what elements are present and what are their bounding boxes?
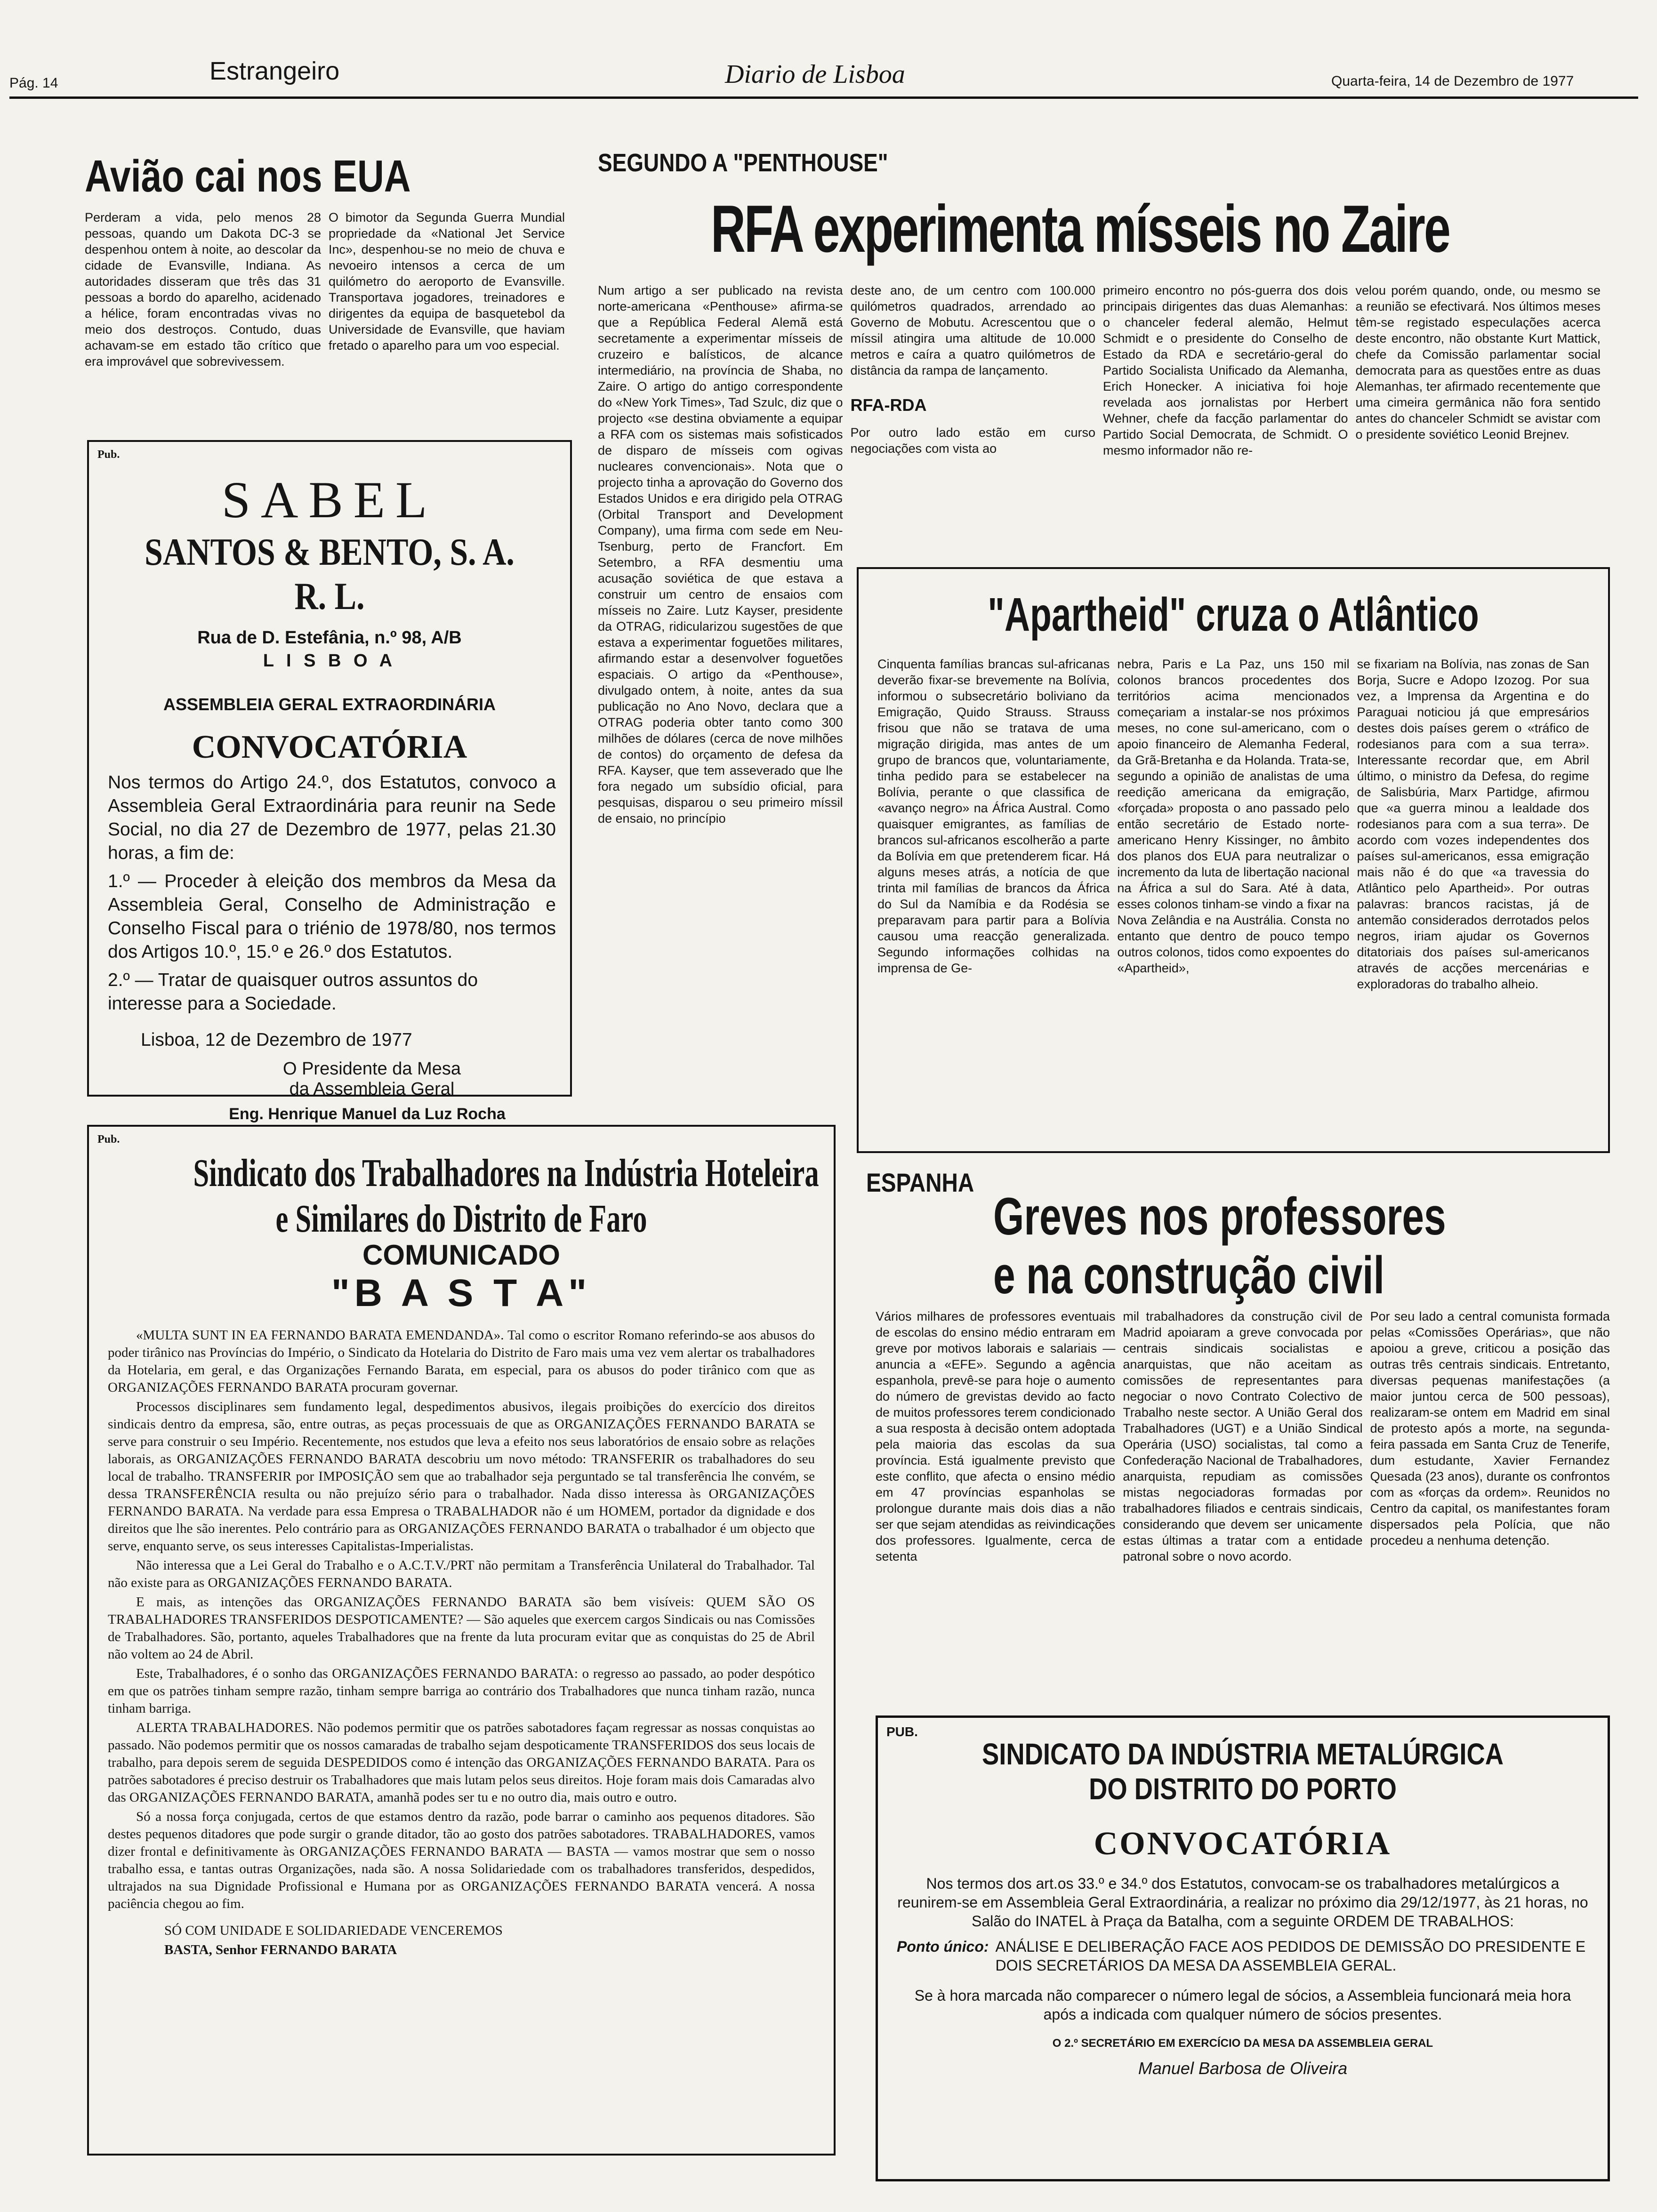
paragraph: «MULTA SUNT IN EA FERNANDO BARATA EMENDANDA». Tal como o escritor Romano referindo-se aos abusos do poder tirânico nas Províncias do Império, o Sindicato da Hotelaria do Distrito de Faro mais uma vez vem alertar os trabalhadores da Hotelaria, em geral, e das Organizações Fernando Barata, em especial, para os abusos do poder tirânico com que as ORGANIZAÇÕES FERNANDO BARATA procuram governar. [108, 1328, 815, 1395]
paragraph: Processos disciplinares sem fundamento legal, despedimentos abusivos, ilegais proibições do exercício dos direitos sindicais dentro da empresa, são, entre outras, as peças processuais de que as ORGANIZAÇÕES FERNANDO BARATA se serve para construir o seu Império. Recentemente, nos estudos que leva a efeito nos seus laboratórios de ensaio sobre as relações laborais, as ORGANIZAÇÕES FERNANDO BARATA descobriu um novo método: TRANSFERIR os trabalhadores do seu local de trabalho. TRANSFERIR por IMPOSIÇÃO sem que ao trabalhador seja perguntado se tal transferência lhe convém, se dessa TRANSFERÊNCIA resulta ou não prejuízo sério para o trabalhador. Nada disso interessa às ORGANIZAÇÕES FERNANDO BARATA. Na verdade para essa Empresa o TRABALHADOR não é um HOMEM, portador da dignidade e dos direitos que lhe são inerentes. Pelo contrário para as ORGANIZAÇÕES FERNANDO BARATA o trabalhador é um objecto que serve, enquanto serve, os seus interesses Capitalistas-Imperialistas. [108, 1399, 815, 1554]
closing-signature: BASTA, Senhor FERNANDO BARATA [164, 1942, 397, 1957]
sindicato-comunicado: COMUNICADO [362, 1239, 560, 1271]
apartheid-col-1: Cinquenta famílias brancas sul-africanas deverão fixar-se brevemente na Bolívia, informou o subsecretário boliviano da Emigração, Quido Strauss. Strauss frisou que não se tratava de uma migração dirigida, mas antes de um grupo de brancos que, voluntariamente, tinha pedido para se estabelecer na Bolívia, perante o que classifica de «avanço negro» na África Austral. Como quaisquer emigrantes, as famílias de brancos sul-africanos escolherão a parte da Bolívia em que pretenderem ficar. Há alguns meses atrás, a notícia de que trinta mil famílias de brancos da África do Sul da Namíbia e da Rodésia se preparavam para partir para a Bolívia causou uma reacção generalizada. Segundo informações colhidas na imprensa de Ge- [877, 657, 1110, 975]
metal-intro: Nos termos dos art.os 33.º e 34.º dos Estatutos, convocam-se os trabalhadores metalúrgicos a reunirem-se em Assembleia Geral Extraordinária, a realizar no próximo dia 29/12/1977, às 21 horas, no Salão do INATEL à Praça da Batalha, com a seguinte ORDEM DE TRABALHOS: [897, 1875, 1588, 1930]
section-title: Estrangeiro [209, 57, 340, 85]
rfa-col-4: velou porém quando, onde, ou mesmo se a reunião se efectivará. Nos últimos meses têm-se registado especulações acerca deste encontro, não obstante Kurt Mattick, chefe da Comissão parlamentar social democrata para as questões entre as duas Alemanhas, ter afirmado recentemente que uma cimeira germânica não fora sentido antes do chanceler Schmidt se avistar com o presidente soviético Leonid Brejnev. [1355, 283, 1601, 441]
sindicato-metalurgica-ad [876, 1715, 1610, 2181]
paragraph: Não interessa que a Lei Geral do Trabalho e o A.C.T.V./PRT não permitam a Transferência Unilateral do Trabalhador. Tal não existe para as ORGANIZAÇÕES FERNANDO BARATA. [108, 1558, 815, 1590]
sindicato-basta: "B A S T A" [331, 1272, 592, 1314]
espanha-col-3: Por seu lado a central comunista formada pelas «Comissões Operárias», que não apoiou a greve, criticou a posição das outras três centrais sindicais. Entretanto, diversas pequenas manifestações (a maior juntou cerca de 500 pessoas), realizaram-se ontem em Madrid em sinal de protesto após a morte, na segunda-feira passada em Santa Cruz de Tenerife, dum estudante, Xavier Fernandez Quesada (23 anos), durante os confrontos com as «forças da ordem». Reunidos no Centro da capital, os manifestantes foram dispersados pela Polícia, que não procedeu a nenhuma detenção. [1370, 1309, 1610, 1547]
metal-sign-role: O 2.º SECRETÁRIO EM EXERCÍCIO DA MESA DA ASSEMBLEIA GERAL [1052, 2037, 1433, 2050]
pub-label: Pub. [97, 1133, 120, 1146]
issue-date: Quarta-feira, 14 de Dezembro de 1977 [1331, 73, 1574, 89]
rfa-col-1: Num artigo a ser publicado na revista norte-americana «Penthouse» afirma-se que a República Federal Alemã está secretamente a experimentar mísseis de cruzeiro e balísticos, de alcance intermediário, na província de Shaba, no Zaire. O artigo do antigo correspondente do «New York Times», Tad Szulc, diz que o projecto «se destina obviamente a equipar a RFA com os sistemas mais sofisticados de disparo de mísseis com ogivas nucleares convencionais». Nota que o projecto tinha a aprovação do Governo dos Estados Unidos e era dirigido pela OTRAG (Orbital Transport and Development Company), uma firma com sede em Neu-Tsenburg, perto de Francfort. Em Setembro, a RFA desmentiu uma acusação soviética de que estava a construir um centro de ensaios com mísseis no Zaire. Lutz Kayser, presidente da OTRAG, ridicularizou sugestões de que estava a experimentar foguetões militares, afirmando estar a desenvolver foguetões espaciais. O artigo da «Penthouse», divulgado ontem, à noite, antes da sua publicação no Ano Novo, declara que a OTRAG poderia obter tanto como 300 milhões de dólares (cerca de nove milhões de contos) do orçamento de defesa da RFA. Kayser, que tem asseverado que lhe fora negado um subsídio oficial, para pesquisas, disparou o seu primeiro míssil de ensaio, no princípio [598, 283, 843, 825]
metal-convocatoria: CONVOCATÓRIA [1094, 1826, 1392, 1862]
sabel-place-date: Lisboa, 12 de Dezembro de 1977 [141, 1030, 412, 1050]
espanha-title-1: Greves nos professores [993, 1187, 1446, 1246]
sabel-ad [87, 440, 572, 1123]
metal-title-1: SINDICATO DA INDÚSTRIA METALÚRGICA [981, 1737, 1504, 1771]
espanha-title-2: e na construção civil [993, 1246, 1384, 1305]
pub-label: PUB. [886, 1724, 918, 1739]
rfa-col-2: deste ano, de um centro com 100.000 quilómetros quadrados, arrendado ao Governo de Mobutu. Acrescentou que o míssil atingira uma altitude de 10.000 metros e caíra a quatro quilómetros de distância da rampa de lançamento. [850, 283, 1095, 377]
sindicato-body [89, 1315, 834, 1959]
espanha-body [876, 1308, 1610, 1564]
rfa-kicker: SEGUNDO A "PENTHOUSE" [598, 149, 888, 177]
sabel-intro: Nos termos do Artigo 24.º, dos Estatutos, convoco a Assembleia Geral Extraordinária para reunir na Sede Social, no dia 27 de Dezembro de 1977, pelas 21.30 horas, a fim de: [108, 772, 556, 863]
aviao-body [85, 209, 565, 369]
pub-label: Pub. [97, 449, 120, 461]
sindicato-hoteleira-ad [87, 1125, 836, 2156]
rfa-subheading: RFA-RDA [850, 395, 927, 415]
espanha-col-1: Vários milhares de professores eventuais de escolas do ensino médio entraram em greve por motivos laborais e salariais — anuncia a «EFE». Segundo a agência espanhola, prevê-se para hoje o aumento do número de grevistas devido ao facto de muitos professores terem condicionado a sua resposta à decisão ontem adoptada pela maioria das escolas da sua província. Está igualmente previsto que este conflito, que afecta o ensino médio em 47 províncias espanholas se prolongue durante mais dois dias a não ser que sejam atendidas as reivindicações dos professores. Igualmente, cerca de setenta [876, 1309, 1116, 1563]
paragraph: ALERTA TRABALHADORES. Não podemos permitir que os patrões sabotadores façam regressar as nossas conquistas ao passado. Não podemos permitir que os nossos camaradas de trabalho sejam despoticamente TRANSFERIDOS dos seus locais de trabalho, para depois serem de seguida DESPEDIDOS como é intenção das ORGANIZAÇÕES FERNANDO BARATA. Para os patrões sabotadores é preciso destruir os Trabalhadores que mais lutam pelos seus direitos. Hoje foram mais dois Camaradas alvo das ORGANIZAÇÕES FERNANDO BARATA, amanhã podes ser tu e no outro dia, mais outro e outro. [108, 1720, 815, 1805]
apartheid-col-3: se fixariam na Bolívia, nas zonas de San Borja, Sucre e Adopo Izozog. Por sua vez, a Imprensa da Argentina e do Paraguai noticiou já que empresários destes dois países gerem o «tráfico de rodesianos para com a sua terra». Interessante recordar que, em Abril último, o ministro da Defesa, do regime de Salisbúria, Marx Partidge, afirmou que «a guerra minou a lealdade dos rodesianos para com a sua terra». De acordo com vozes independentes dos países sul-americanos, essa emigração mais não é do que «a travessia do Atlântico pelo Apartheid». Por outras palavras: brancos racistas, já de antemão considerados derrotados pelos negros, iriam ajudar os Governos ditatoriais dos países sul-americanos através de acções mercenárias e exploradoras do trabalho alheio. [1357, 657, 1589, 991]
header-rule [9, 96, 1638, 99]
sabel-sign-2: da Assembleia Geral [289, 1079, 455, 1099]
metal-sign-name: Manuel Barbosa de Oliveira [1138, 2059, 1348, 2078]
aviao-title: Avião cai nos EUA [85, 151, 411, 201]
espanha-kicker: ESPANHA [866, 1168, 974, 1197]
apartheid-box [857, 567, 1610, 1153]
espanha-col-2: mil trabalhadores da construção civil de Madrid apoiaram a greve convocada por centrais sindicais socialistas e anarquistas, que não aceitam as comissões de representantes para negociar o novo Contrato Colectivo de Trabalho neste sector. A União Geral dos Trabalhadores (UGT) e a União Sindical Operária (USO) socialistas, tal como a Confederação Nacional de Trabalhadores, anarquista, repudiam as comissões mistas negociadoras formadas por trabalhadores filiados e centrais sindicais, considerando que devem ser unicamente estas últimas a tratar com a entidade patronal sobre o novo acordo. [1123, 1309, 1363, 1563]
sindicato-title-2: e Similares do Distrito de Faro [275, 1197, 647, 1241]
metal-ponto-label: Ponto único: [897, 1938, 989, 1955]
sabel-company: SANTOS & BENTO, S. A. R. L. [145, 530, 515, 617]
sabel-address: Rua de D. Estefânia, n.º 98, A/B [197, 628, 462, 648]
apartheid-title: "Apartheid" cruza o Atlântico [988, 588, 1479, 641]
closing-line: SÓ COM UNIDADE E SOLIDARIEDADE VENCEREMOS [164, 1923, 503, 1938]
metal-agenda [897, 1937, 1589, 1975]
apartheid-body [859, 642, 1608, 992]
rfa-col-3: primeiro encontro no pós-guerra dos dois principais dirigentes das duas Alemanhas: o chanceler federal alemão, Helmut Schmidt e o presidente do Conselho de Estado da RDA e secretário-geral do Partido Socialista Unificado da Alemanha, Erich Honecker. A iniciativa foi hoje revelada aos jornalistas por Herbert Wehner, chefe da facção parlamentar do Partido Social Democrata, de Schmidt. O mesmo informador não re- [1103, 283, 1348, 457]
rfa-col-2b: Por outro lado estão em curso negociações com vista ao [850, 425, 1095, 456]
sabel-city: L I S B O A [263, 651, 396, 671]
sabel-item-1: 1.º — Proceder à eleição dos membros da Mesa da Assembleia Geral, Conselho de Administração e Conselho Fiscal para o triénio de 1978/80, nos termos dos Artigos 10.º, 15.º e 26.º dos Estatutos. [108, 871, 556, 962]
paragraph: Só a nossa força conjugada, certos de que estamos dentro da razão, pode barrar o caminho aos pequenos ditadores. São destes pequenos ditadores que pode surgir o grande ditador, tão ao gosto dos patrões sabotadores. TRABALHADORES, vamos dizer frontal e definitivamente às ORGANIZAÇÕES FERNANDO BARATA — BASTA — vamos mostrar que sem o nosso trabalho essa, e tantas outras Organizações, nada são. A nossa Solidariedade com os trabalhadores transferidos, despedidos, ultrajados na sua Dignidade Profissional e Humana por as ORGANIZAÇÕES FERNANDO BARATA vencerá. A nossa paciência chegou ao fim. [108, 1809, 815, 1911]
sabel-item-2: 2.º — Tratar de quaisquer outros assuntos do interesse para a Sociedade. [108, 970, 478, 1014]
sindicato-title-1: Sindicato dos Trabalhadores na Indústria Hoteleira [193, 1151, 819, 1195]
aviao-col-2: O bimotor da Segunda Guerra Mundial propriedade da «National Jet Service Inc», despenhou-se no meio de chuva e nevoeiro intensos a cerca de um quilómetro do aeroporto de Evansville. Transportava jogadores, treinadores e dirigentes da equipa de basquetebol da Universidade de Evansville, que haviam fretado o aparelho para um voo especial. [329, 210, 565, 353]
sabel-sign-1: O Presidente da Mesa [282, 1059, 461, 1079]
sabel-name: SABEL [221, 471, 438, 529]
page-number: Pág. 14 [9, 75, 58, 91]
apartheid-col-2: nebra, Paris e La Paz, uns 150 mil colonos brancos procedentes dos territórios acima mencionados começariam a instalar-se nos próximos meses, no cone sul-americano, com o apoio financeiro de Alemanha Federal, da Grã-Bretanha e da Holanda. Trata-se, segundo a opinião de analistas de uma reedição americana da emigração, «forçada» proposta o ano passado pelo então secretário de Estado norte-americano Henry Kissinger, no âmbito dos planos dos EUA para neutralizar o incremento da luta de libertação nacional na África a sul do Sara. Até à data, esses colonos tinham-se vindo a fixar na Nova Zelândia e na Austrália. Consta no entanto que dentro de pouco tempo outros colonos, tidos como expoentes do «Apartheid», [1117, 657, 1350, 975]
sabel-sign-3: Eng. Henrique Manuel da Luz Rocha [229, 1105, 506, 1123]
rfa-title: RFA experimenta mísseis no Zaire [711, 192, 1449, 266]
metal-ponto: ANÁLISE E DELIBERAÇÃO FACE AOS PEDIDOS DE DEMISSÃO DO PRESIDENTE E DOIS SECRETÁRIOS DA MESA DA ASSEMBLEIA GERAL. [995, 1938, 1586, 1974]
metal-note: Se à hora marcada não comparecer o número legal de sócios, a Assembleia funcionará meia hora após a indicada com qualquer número de sócios presentes. [914, 1987, 1571, 2023]
paragraph: Este, Trabalhadores, é o sonho das ORGANIZAÇÕES FERNANDO BARATA: o regresso ao passado, ao poder despótico em que os patrões tinham sempre razão, tinham sempre barriga ao contrário dos Trabalhadores que nunca tinham razão, nunca tinham barriga. [108, 1666, 815, 1716]
metal-title-2: DO DISTRITO DO PORTO [1089, 1772, 1397, 1806]
sabel-convocatoria: CONVOCATÓRIA [192, 729, 467, 765]
sabel-meeting: ASSEMBLEIA GERAL EXTRAORDINÁRIA [163, 695, 496, 714]
masthead: Diario de Lisboa [725, 60, 905, 89]
aviao-col-1: Perderam a vida, pelo menos 28 pessoas, quando um Dakota DC-3 se despenhou ontem à noite, ao descolar da cidade de Evansville, Indiana. As autoridades disseram que três das 31 pessoas a bordo do aparelho, acidenado a hélice, foram encontradas vivas no meio dos destroços. Contudo, duas achavam-se em estado tão crítico que era improvável que sobrevivessem. [85, 210, 321, 369]
paragraph: E mais, as intenções das ORGANIZAÇÕES FERNANDO BARATA são bem visíveis: QUEM SÃO OS TRABALHADORES TRANSFERIDOS DESPOTICAMENTE? — São aqueles que exercem cargos Sindicais ou nas Comissões de Trabalhadores. São, portanto, aqueles Trabalhadores que na frente da luta procuram evitar que as conquistas do 25 de Abril não voltem ao 24 de Abril. [108, 1595, 815, 1662]
